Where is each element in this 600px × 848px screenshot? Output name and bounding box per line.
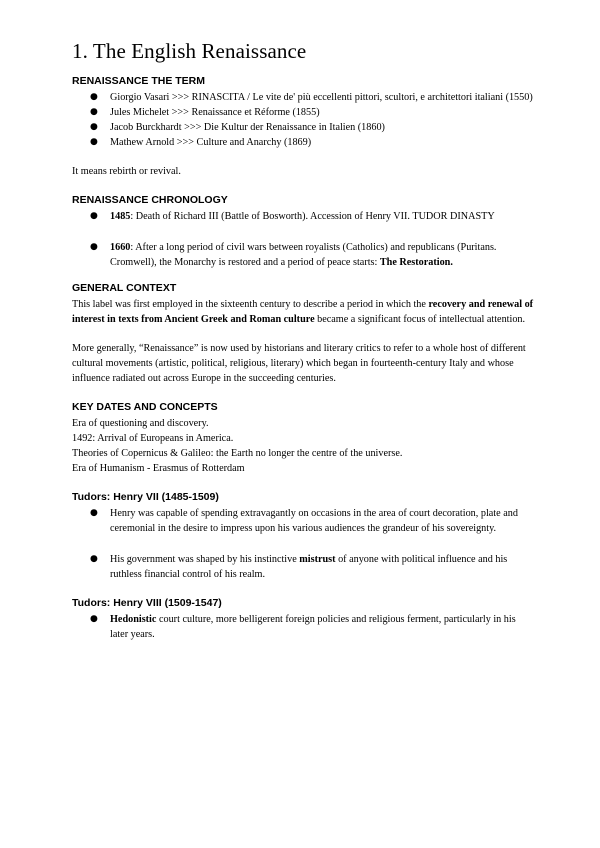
section-henry-vii (72, 490, 540, 582)
text-run: became a significant focus of intellectual attention. (314, 314, 526, 325)
section-heading: Tudors: Henry VII (1485-1509) (72, 491, 219, 503)
list-item (90, 135, 540, 150)
text-run: of anyone with political influence and his ruthless financial control of his realm. (110, 554, 508, 580)
bullet-icon: ● (90, 211, 98, 221)
henry-vii-list (72, 506, 540, 536)
paragraph (72, 297, 540, 327)
list-item-text: Mathew Arnold >>> Culture and Anarchy (1869) (110, 137, 312, 148)
bold-term: Hedonistic (110, 614, 157, 625)
list-item (90, 90, 540, 105)
list-item (90, 552, 540, 582)
term-list (72, 90, 540, 150)
list-item-text: : Death of Richard III (Battle of Bosworth). Accession of Henry VII. TUDOR DINASTY (130, 211, 495, 222)
bold-term: The Restoration. (379, 257, 453, 268)
section-heading: RENAISSANCE CHRONOLOGY (72, 194, 228, 206)
bullet-icon: ● (90, 614, 98, 624)
text-run: This label was first employed in the sixteenth century to describe a period in which the (72, 299, 429, 310)
list-item (90, 506, 540, 536)
list-item-text: Henry was capable of spending extravagantly on occasions in the area of court decoration, plate and ceremonial in the desire to impress upon his various audiences the grandeur of his sovereignty. (110, 508, 518, 534)
chronology-list (72, 240, 540, 270)
list-item (90, 612, 540, 642)
text-run: His government was shaped by his instinctive (110, 554, 300, 565)
section-chronology (72, 193, 540, 270)
bullet-icon: ● (90, 242, 98, 252)
bullet-icon: ● (90, 137, 98, 147)
bullet-icon: ● (90, 107, 98, 117)
bullet-icon: ● (90, 92, 98, 102)
bold-term: mistrust (299, 554, 336, 565)
key-line: Era of Humanism - Erasmus of Rotterdam (72, 463, 245, 474)
list-item-text: Jules Michelet >>> Renaissance et Réforme (1855) (110, 107, 320, 118)
section-heading: Tudors: Henry VIII (1509-1547) (72, 597, 222, 609)
bullet-icon: ● (90, 554, 98, 564)
bold-term: recovery and renewal of interest in texts from Ancient Greek and Roman culture (72, 299, 534, 325)
chronology-list (72, 209, 540, 224)
list-item (90, 120, 540, 135)
key-line: Theories of Copernicus & Galileo: the Earth no longer the centre of the universe. (72, 448, 403, 459)
paragraph: More generally, “Renaissance” is now used by historians and literary critics to refer to a whole host of different cultural movements (artistic, political, religious, literary) which began in fourteenth-century Italy and whose influence radiated out across Europe in the succeeding centuries. (72, 343, 526, 384)
key-line: 1492: Arrival of Europeans in America. (72, 433, 234, 444)
bullet-icon: ● (90, 122, 98, 132)
section-henry-viii (72, 596, 540, 642)
section-key-dates (72, 400, 540, 476)
list-item-text: : After a long period of civil wars between royalists (Catholics) and republicans (Puritans. Cromwell), the Monarchy is restored and a period of peace starts: (110, 242, 497, 268)
henry-viii-list (72, 612, 540, 642)
list-item-text: court culture, more belligerent foreign policies and religious ferment, particularly in his later years. (110, 614, 516, 640)
page-title: 1. The English Renaissance (72, 39, 307, 63)
chronology-date: 1660 (110, 242, 131, 253)
section-context (72, 281, 540, 386)
term-note: It means rebirth or revival. (72, 166, 181, 177)
list-item-text: Jacob Burckhardt >>> Die Kultur der Renaissance in Italien (1860) (110, 122, 385, 133)
section-term (72, 74, 540, 179)
section-heading: KEY DATES AND CONCEPTS (72, 401, 218, 413)
list-item (90, 240, 540, 270)
list-item-text: Giorgio Vasari >>> RINASCITA / Le vite de' più eccellenti pittori, scultori, e architettori italiani (1550) (110, 92, 533, 103)
henry-vii-list (72, 552, 540, 582)
key-line: Era of questioning and discovery. (72, 418, 209, 429)
list-item (90, 209, 540, 224)
chronology-date: 1485 (110, 211, 131, 222)
bullet-icon: ● (90, 508, 98, 518)
list-item (90, 105, 540, 120)
section-heading: GENERAL CONTEXT (72, 282, 177, 294)
section-heading: RENAISSANCE THE TERM (72, 75, 206, 87)
